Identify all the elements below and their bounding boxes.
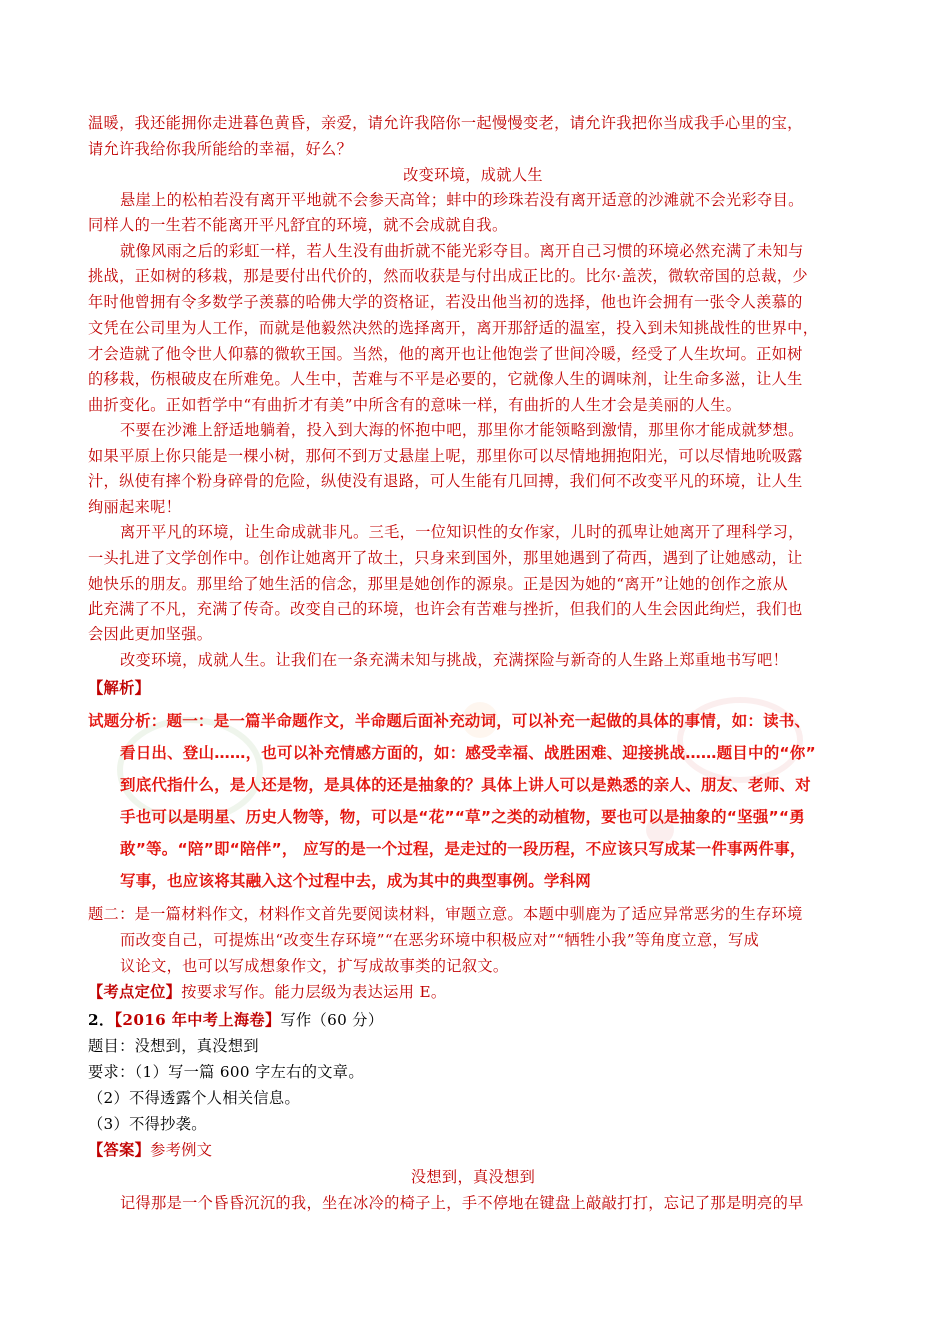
analysis-line-1: 试题分析：题一：是一篇半命题作文，半命题后面补充动词，可以补充一起做的具体的事情，如：读书、: [88, 712, 811, 730]
kaodian-line: [88, 981, 858, 1002]
answer-line: [88, 1139, 858, 1160]
essay-paragraph-4-line-2: 一头扎进了文学创作中。创作让她离开了故土，只身来到国外，那里她遇到了荷西，遇到了让她感动，让: [88, 549, 803, 567]
essay-paragraph-0-line-2: 请允许我给你我所能给的幸福，好么？: [88, 140, 353, 158]
kaodian-text: 按要求写作。能力层级为表达运用 E。: [181, 983, 447, 1001]
answer-label: 【答案】: [88, 1141, 151, 1159]
essay-paragraph-3-line-3: 汁，纵使有摔个粉身碎骨的危险，纵使没有退路，可人生能有几回搏，我们何不改变平凡的环境，让人生: [88, 472, 803, 490]
analysis-line-5: 敢”等。“陪”即“陪伴”， 应写的是一个过程，是走过的一段历程，不应该只写成某一件事两件事，: [120, 840, 806, 858]
analysis-line-6: 写事，也应该将其融入这个过程中去，成为其中的典型事例。学科网: [120, 872, 592, 890]
analysis-line-3: 到底代指什么，是人还是物，是具体的还是抽象的？具体上讲人可以是熟悉的亲人、朋友、老师、对: [120, 776, 811, 794]
essay-paragraph-2-line-1: 就像风雨之后的彩虹一样，若人生没有曲折就不能光彩夺目。离开自己习惯的环境必然充满了未知与: [120, 242, 804, 260]
analysis-q2-line-2: 而改变自己，可提炼出“改变生存环境”“在恶劣环境中积极应对”“牺牲小我”等角度立意，写成: [120, 931, 760, 949]
essay-paragraph-1-line-2: 同样人的一生若不能离开平凡舒宜的环境，就不会成就自我。: [88, 216, 508, 234]
essay-paragraph-4-line-3: 她快乐的朋友。那里给了她生活的信念，那里是她创作的源泉。正是因为她的“离开”让她的创作之旅从: [88, 575, 788, 593]
essay-paragraph-2-line-4: 文凭在公司里为人工作，而就是他毅然决然的选择离开，离开那舒适的温室，投入到未知挑战性的世界中，: [88, 319, 819, 337]
question-source: 【2016 年中考上海卷】: [114, 1011, 281, 1029]
essay-paragraph-3-line-1: 不要在沙滩上舒适地躺着，投入到大海的怀抱中吧，那里你才能领略到激情，那里你才能成就梦想。: [120, 421, 804, 439]
kaodian-label: 【考点定位】: [88, 983, 182, 1001]
analysis-label: 【解析】: [88, 679, 151, 697]
requirement-3: （3）不得抄袭。: [88, 1115, 207, 1133]
question-2-heading: [88, 1009, 858, 1030]
requirement-2: （2）不得透露个人相关信息。: [88, 1089, 301, 1107]
example-essay-title: 没想到，真没想到: [410, 1168, 536, 1186]
essay-paragraph-1-line-1: 悬崖上的松柏若没有离开平地就不会参天高耸；蚌中的珍珠若没有离开适意的沙滩就不会光彩夺目。: [120, 191, 804, 209]
analysis-line-2: 看日出、登山……，也可以补充情感方面的，如：感受幸福、战胜困难、迎接挑战……题目中的“你”: [120, 744, 816, 762]
analysis-line-4: 手也可以是明星、历史人物等，物，可以是“花”“草”之类的动植物，要也可以是抽象的“坚强”“勇: [120, 808, 806, 826]
essay-paragraph-5: 改变环境，成就人生。让我们在一条充满未知与挑战，充满探险与新奇的人生路上郑重地书写吧！: [120, 651, 789, 669]
example-essay-line-1: 记得那是一个昏昏沉沉的我，坐在冰冷的椅子上，手不停地在键盘上敲敲打打，忘记了那是明亮的早: [120, 1194, 804, 1212]
essay-paragraph-0-line-1: 温暖，我还能拥你走进暮色黄昏，亲爱，请允许我陪你一起慢慢变老，请允许我把你当成我手心里的宝，: [88, 114, 803, 132]
essay-paragraph-2-line-6: 的移栽，伤根破皮在所难免。人生中，苦难与不平是必要的，它就像人生的调味剂，让生命多滋，让人生: [88, 370, 803, 388]
question-title: 写作（60 分）: [280, 1011, 384, 1029]
essay-paragraph-4-line-4: 此充满了不凡，充满了传奇。改变自己的环境，也许会有苦难与挫折，但我们的人生会因此绚烂，我们也: [88, 600, 803, 618]
analysis-q2-line-3: 议论文，也可以写成想象作文，扩写成故事类的记叙文。: [120, 957, 509, 975]
question-topic: 题目：没想到，真没想到: [88, 1037, 259, 1055]
essay-paragraph-2-line-5: 才会造就了他令世人仰慕的微软王国。当然，他的离开也让他饱尝了世间冷暖，经受了人生坎坷。正如树: [88, 345, 803, 363]
analysis-q2-line-1: 题二：是一篇材料作文，材料作文首先要阅读材料，审题立意。本题中驯鹿为了适应异常恶劣的生存环境: [88, 905, 803, 923]
essay-paragraph-2-line-7: 曲折变化。正如哲学中“有曲折才有美”中所含有的意味一样，有曲折的人生才会是美丽的人生。: [88, 396, 742, 414]
essay-paragraph-3-line-4: 绚丽起来呢！: [88, 498, 182, 516]
essay-paragraph-3-line-2: 如果平原上你只能是一棵小树，那何不到万丈悬崖上呢，那里你可以尽情地拥抱阳光，可以尽情地吮吸露: [88, 447, 803, 465]
essay-paragraph-4-line-5: 会因此更加坚强。: [88, 625, 213, 643]
requirement-1: 要求：（1）写一篇 600 字左右的文章。: [88, 1063, 364, 1081]
question-number: 2．: [88, 1011, 115, 1029]
answer-text: 参考例文: [150, 1141, 213, 1159]
essay-title: 改变环境，成就人生: [403, 166, 543, 184]
essay-paragraph-4-line-1: 离开平凡的环境，让生命成就非凡。三毛，一位知识性的女作家，儿时的孤卑让她离开了理科学习，: [120, 523, 804, 541]
essay-paragraph-2-line-3: 年时他曾拥有令多数学子羡慕的哈佛大学的资格证，若没出他当初的选择，他也许会拥有一张令人羡慕的: [88, 293, 803, 311]
essay-paragraph-2-line-2: 挑战，正如树的移栽，那是要付出代价的，然而收获是与付出成正比的。比尔·盖茨，微软帝国的总裁，少: [88, 267, 808, 285]
